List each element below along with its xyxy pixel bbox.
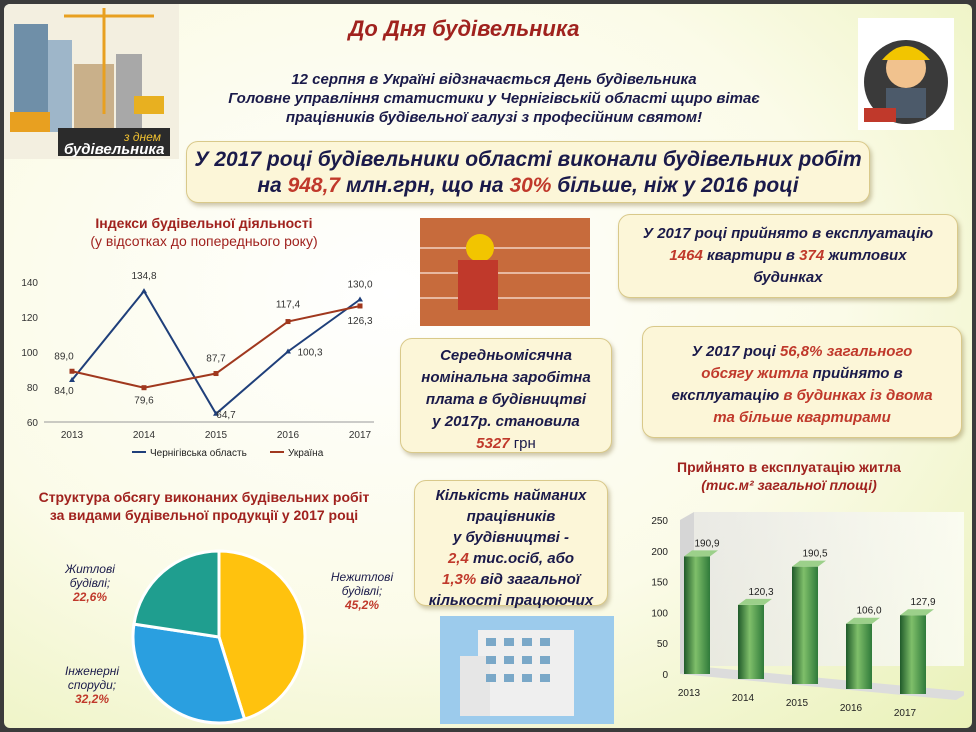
flats-info-box: У 2017 році прийнято в експлуатацію 1464 квартири в 374 житлових будинках bbox=[618, 214, 958, 298]
line-x-tick: 2016 bbox=[276, 430, 300, 441]
legend-label-ukraine: Україна bbox=[288, 448, 324, 459]
line-point bbox=[286, 319, 291, 324]
worker-illustration bbox=[858, 18, 954, 130]
line-data-label: 79,6 bbox=[134, 395, 154, 407]
bar-chart bbox=[634, 504, 964, 726]
summary-banner bbox=[186, 141, 870, 203]
workers-info-box: Кількість найманих працівників у будівництві - 2,4 тис.осіб, або 1,3% від загальної кількості працюючих bbox=[414, 480, 608, 606]
bar-x-tick: 2013 bbox=[677, 688, 701, 699]
bar-y-tick: 100 bbox=[651, 608, 668, 620]
salary-value: 5327 bbox=[476, 435, 510, 452]
line-data-label: 130,0 bbox=[347, 279, 373, 291]
line-x-tick: 2015 bbox=[204, 430, 228, 441]
buildings-count: 374 bbox=[799, 247, 825, 264]
line-y-tick: 140 bbox=[21, 278, 38, 289]
bar bbox=[792, 567, 818, 684]
line-y-tick: 100 bbox=[21, 348, 38, 359]
line-data-label: 134,8 bbox=[131, 271, 157, 283]
salary-info-box: Середньомісячна номінальна заробітна плата в будівництві у 2017р. становила 5327 грн bbox=[400, 338, 612, 453]
line-y-tick: 80 bbox=[26, 383, 38, 394]
truck bbox=[10, 112, 50, 132]
pie-chart bbox=[124, 544, 314, 728]
housing-share-info-box: У 2017 році 56,8% загального обсягу житла прийнято в експлуатацію в будинках із двома та більше квартирами bbox=[642, 326, 962, 438]
line-point bbox=[70, 369, 75, 374]
bar-chart-title: Прийнято в експлуатацію житла (тис.м² загальної площі) bbox=[677, 459, 901, 493]
line-y-tick: 60 bbox=[26, 418, 38, 429]
construction-illustration bbox=[4, 4, 179, 159]
bar bbox=[738, 605, 764, 679]
bricklayer-photo bbox=[420, 218, 590, 326]
intro-line-3: працівників будівельної галузі з професійним святом! bbox=[285, 109, 703, 126]
line-data-label: 64,7 bbox=[216, 409, 236, 421]
line-point bbox=[141, 288, 147, 293]
banner-line-2: на 948,7 млн.грн, що на 30% більше, ніж у 2016 році bbox=[257, 174, 799, 197]
legend-label-chernihiv: Чернігівська область bbox=[150, 448, 247, 459]
line-data-label: 84,0 bbox=[54, 386, 74, 397]
bar-y-tick: 150 bbox=[651, 577, 668, 589]
pie-label-engineering: Інженерні споруди; 32,2% bbox=[64, 664, 120, 706]
infographic-frame bbox=[4, 4, 972, 728]
line-point bbox=[214, 371, 219, 376]
pie-chart-title: Структура обсягу виконаних будівельних робіт за видами будівельної продукції у 2017 році bbox=[38, 489, 370, 523]
bar-y-tick: 50 bbox=[656, 639, 668, 651]
bar-y-tick: 250 bbox=[651, 516, 668, 527]
banner-value-percent: 30% bbox=[509, 174, 552, 197]
line-data-label: 89,0 bbox=[54, 351, 74, 363]
line-point bbox=[142, 385, 147, 390]
bar-x-tick: 2015 bbox=[785, 698, 809, 709]
line-x-tick: 2013 bbox=[60, 430, 84, 441]
bar-x-tick: 2014 bbox=[731, 693, 755, 704]
pie-slice bbox=[134, 551, 219, 637]
bar-data-label: 120,3 bbox=[748, 586, 774, 598]
line-y-tick: 120 bbox=[21, 313, 38, 324]
intro-line-1: 12 серпня в Україні відзначається День будівельника bbox=[291, 71, 697, 88]
flats-count: 1464 bbox=[669, 247, 703, 264]
bar-data-label: 190,5 bbox=[802, 548, 828, 560]
building-photo bbox=[440, 616, 614, 724]
workers-share: 1,3% bbox=[442, 571, 477, 588]
line-point bbox=[357, 297, 363, 302]
logo-line1: з днем bbox=[124, 130, 161, 144]
line-data-label: 126,3 bbox=[347, 315, 373, 327]
intro-text bbox=[224, 70, 764, 127]
bar bbox=[684, 556, 710, 674]
pie-label-residential: Житлові будівлі; 22,6% bbox=[65, 562, 115, 604]
bar-data-label: 190,9 bbox=[694, 538, 720, 550]
bar-x-tick: 2017 bbox=[893, 708, 917, 719]
line-x-tick: 2014 bbox=[132, 430, 156, 441]
banner-line-1: У 2017 році будівельники області виконали будівельних робіт bbox=[194, 148, 862, 171]
line-data-label: 117,4 bbox=[275, 299, 301, 311]
line-chart bbox=[14, 270, 384, 465]
pie-label-nonresidential: Нежитлові будівлі; 45,2% bbox=[330, 570, 394, 612]
bar bbox=[900, 615, 926, 694]
bar-y-tick: 200 bbox=[651, 546, 668, 558]
bar-data-label: 127,9 bbox=[910, 597, 936, 609]
bar-data-label: 106,0 bbox=[856, 605, 882, 617]
share-value: 56,8% bbox=[779, 343, 823, 360]
bar-y-tick: 0 bbox=[662, 670, 668, 681]
bar-x-tick: 2016 bbox=[839, 703, 863, 714]
intro-line-2: Головне управління статистики у Чернігівській області щиро вітає bbox=[228, 90, 760, 107]
line-chart-title: Індекси будівельної діяльності (у відсотках до попереднього року) bbox=[90, 215, 318, 249]
page-title: До Дня будівельника bbox=[348, 16, 580, 41]
banner-value-amount: 948,7 bbox=[287, 174, 341, 197]
line-data-label: 100,3 bbox=[297, 347, 323, 359]
workers-count: 2,4 bbox=[447, 550, 469, 567]
excavator bbox=[134, 96, 164, 114]
line-x-tick: 2017 bbox=[348, 430, 372, 441]
line-point bbox=[358, 303, 363, 308]
line-data-label: 87,7 bbox=[206, 353, 226, 365]
logo-line2: будівельника bbox=[64, 141, 165, 158]
bar bbox=[846, 624, 872, 689]
